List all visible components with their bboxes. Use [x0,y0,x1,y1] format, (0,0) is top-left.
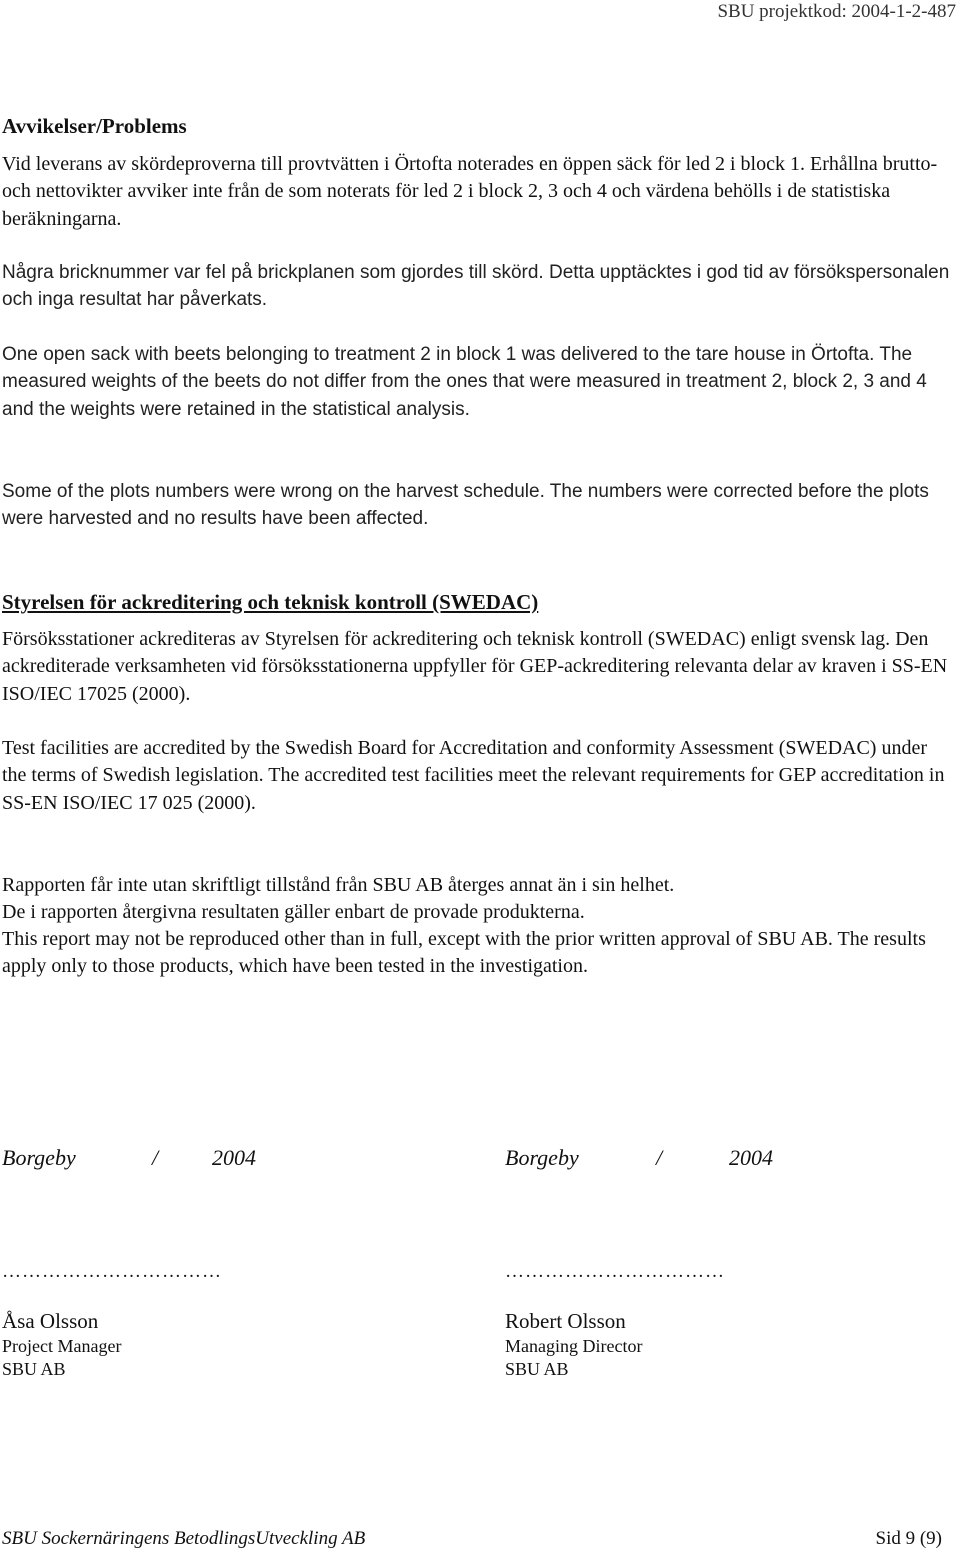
signature-year-left: 2004 [212,1145,256,1170]
signatory-name-right: Robert Olsson [505,1309,626,1333]
signatory-company-right: SBU AB [505,1359,569,1379]
swedac-paragraph-en: Test facilities are accredited by the Swedish Board for Accreditation and conformity Assessment (SWEDAC) under the terms of Swedish legislation. The accredited test facilities meet the relevant requirements for GEP accreditation in SS-EN ISO/IEC 17 025 (2000). [2,737,945,814]
signature-place-left: Borgeby [2,1145,76,1170]
swedac-heading: Styrelsen för ackreditering och teknisk kontroll (SWEDAC) [2,590,539,614]
deviations-paragraph-sv-2: Några bricknummer var fel på brickplanen som gjordes till skörd. Detta upptäcktes i god tid av försökspersonalen och inga resultat har påverkats. [2,262,950,311]
signatory-company-left: SBU AB [2,1359,66,1379]
signature-year-right: 2004 [729,1145,773,1170]
signature-line-right: …………………………… [505,1261,725,1282]
signature-slash-left: / [152,1145,159,1170]
signatory-name-left: Åsa Olsson [2,1309,99,1333]
signature-place-right: Borgeby [505,1145,579,1170]
swedac-paragraph-sv: Försöksstationer ackrediteras av Styrelsen för ackreditering och teknisk kontroll (SWEDAC) enligt svensk lag. Den ackrediterade verksamheten vid försöksstationerna uppfyller för GEP-ackreditering relevanta delar av kraven i SS-EN ISO/IEC 17025 (2000). [2,628,948,705]
deviations-paragraph-sv-1: Vid leverans av skördeproverna till provtvätten i Örtofta noterades en öppen säck för led 2 i block 1. Erhållna brutto- och nettovikter avviker inte från de som noterats för led 2 i block 2, 3 och 4 och värdena behölls i de statistiska beräkningarna. [2,153,938,230]
deviations-heading: Avvikelser/Problems [2,114,187,138]
deviations-paragraph-en-2: Some of the plots numbers were wrong on the harvest schedule. The numbers were corrected before the plots were harvested and no results have been affected. [2,481,929,530]
signature-slash-right: / [656,1145,663,1170]
signatory-title-left: Project Manager [2,1336,122,1356]
deviations-paragraph-en-1: One open sack with beets belonging to treatment 2 in block 1 was delivered to the tare house in Örtofta. The measured weights of the beets do not differ from the ones that were measured in treatment 2, block 2, 3 and 4 and the weights were retained in the statistical analysis. [2,344,927,420]
reproduction-en: This report may not be reproduced other than in full, except with the prior written approval of SBU AB. The results apply only to those products, which have been tested in the investigation. [2,928,926,978]
signatory-title-right: Managing Director [505,1336,643,1356]
footer-page-number: Sid 9 (9) [875,1528,942,1549]
footer-organization: SBU Sockernäringens BetodlingsUtveckling AB [2,1528,366,1549]
project-code: SBU projektkod: 2004-1-2-487 [717,1,956,22]
reproduction-sv-line-1: Rapporten får inte utan skriftligt tillstånd från SBU AB återges annat än i sin helhet. [2,874,675,896]
reproduction-sv-line-2: De i rapporten återgivna resultaten gäller enbart de provade produkterna. [2,901,585,923]
signature-line-left: …………………………… [2,1261,222,1282]
